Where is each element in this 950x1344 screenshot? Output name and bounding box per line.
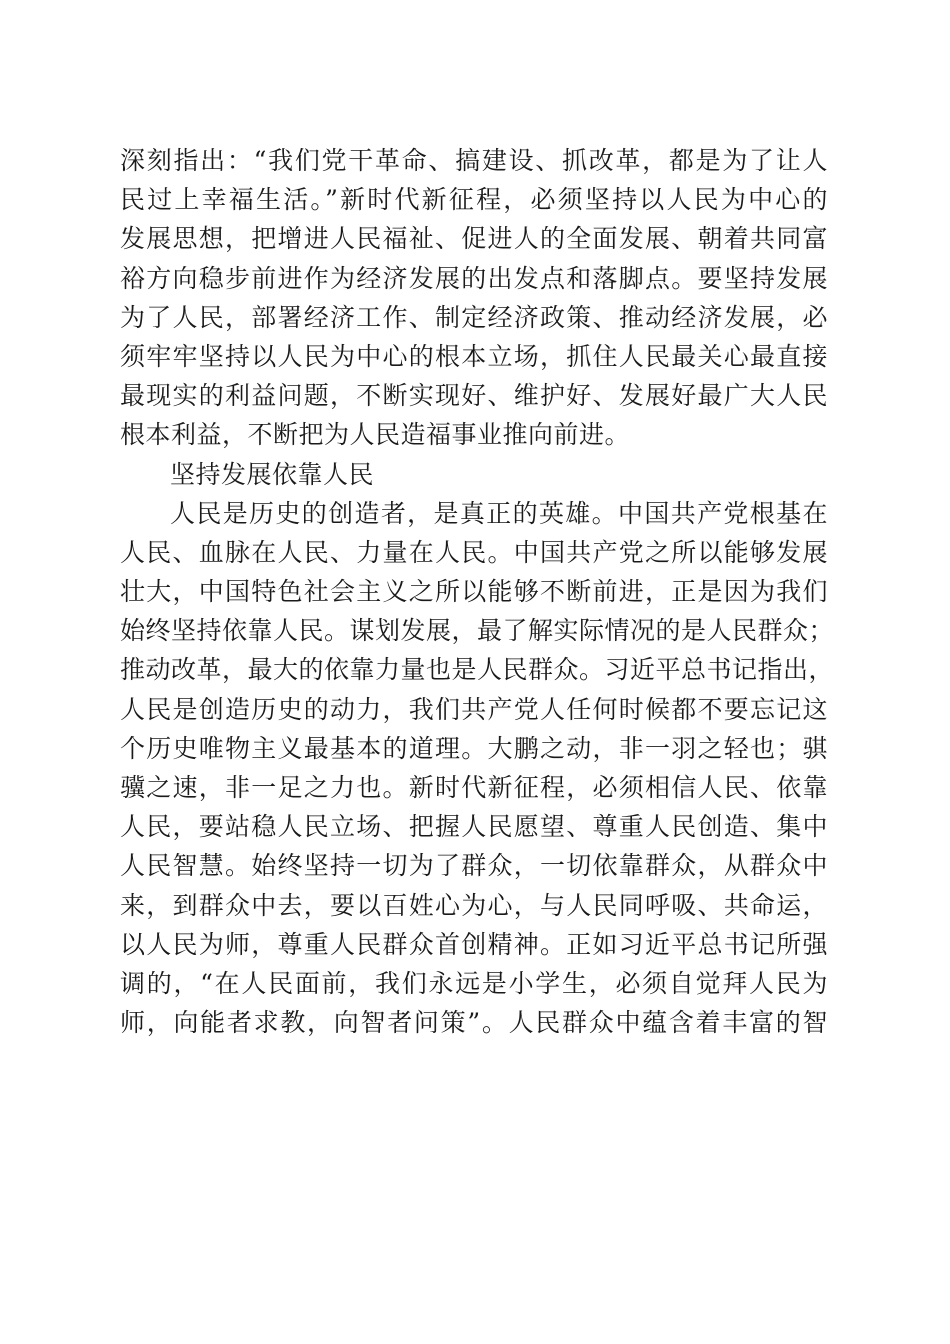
section-heading: 坚持发展依靠人民 xyxy=(170,459,375,489)
document-body xyxy=(120,141,835,1042)
text-line: 调的，“在人民面前，我们永远是小学生，必须自觉拜人民为 xyxy=(120,968,828,998)
text-line: 根本利益，不断把为人民造福事业推向前进。 xyxy=(120,420,631,450)
text-line: 发展思想，把增进人民福祉、促进人的全面发展、朝着共同富 xyxy=(120,224,828,254)
text-line: 裕方向稳步前进作为经济发展的出发点和落脚点。要坚持发展 xyxy=(120,263,828,293)
text-line: 推动改革，最大的依靠力量也是人民群众。习近平总书记指出， xyxy=(120,655,835,685)
text-line: 人民是历史的创造者，是真正的英雄。中国共产党根基在 xyxy=(170,498,828,528)
text-line: 来，到群众中去，要以百姓心为心，与人民同呼吸、共命运， xyxy=(120,890,828,920)
text-line: 师，向能者求教，向智者问策”。人民群众中蕴含着丰富的智 xyxy=(120,1008,828,1038)
text-line: 人民、血脉在人民、力量在人民。中国共产党之所以能够发展 xyxy=(120,537,828,567)
text-line: 个历史唯物主义最基本的道理。大鹏之动，非一羽之轻也；骐 xyxy=(120,733,828,763)
text-line: 民过上幸福生活。”新时代新征程，必须坚持以人民为中心的 xyxy=(120,185,828,215)
text-line: 人民是创造历史的动力，我们共产党人任何时候都不要忘记这 xyxy=(120,694,828,724)
text-line: 为了人民，部署经济工作、制定经济政策、推动经济发展，必 xyxy=(120,302,828,332)
text-line: 以人民为师，尊重人民群众首创精神。正如习近平总书记所强 xyxy=(120,929,828,959)
text-line: 深刻指出：“我们党干革命、搞建设、抓改革，都是为了让人 xyxy=(120,146,828,175)
text-line: 最现实的利益问题，不断实现好、维护好、发展好最广大人民 xyxy=(120,381,828,411)
text-line: 须牢牢坚持以人民为中心的根本立场，抓住人民最关心最直接 xyxy=(120,341,828,371)
text-line: 人民智慧。始终坚持一切为了群众，一切依靠群众，从群众中 xyxy=(120,851,828,881)
text-line: 骥之速，非一足之力也。新时代新征程，必须相信人民、依靠 xyxy=(120,773,828,802)
text-line: 始终坚持依靠人民。谋划发展，最了解实际情况的是人民群众； xyxy=(120,616,835,646)
text-line: 壮大，中国特色社会主义之所以能够不断前进，正是因为我们 xyxy=(120,577,828,607)
text-line: 人民，要站稳人民立场、把握人民愿望、尊重人民创造、集中 xyxy=(120,812,828,842)
